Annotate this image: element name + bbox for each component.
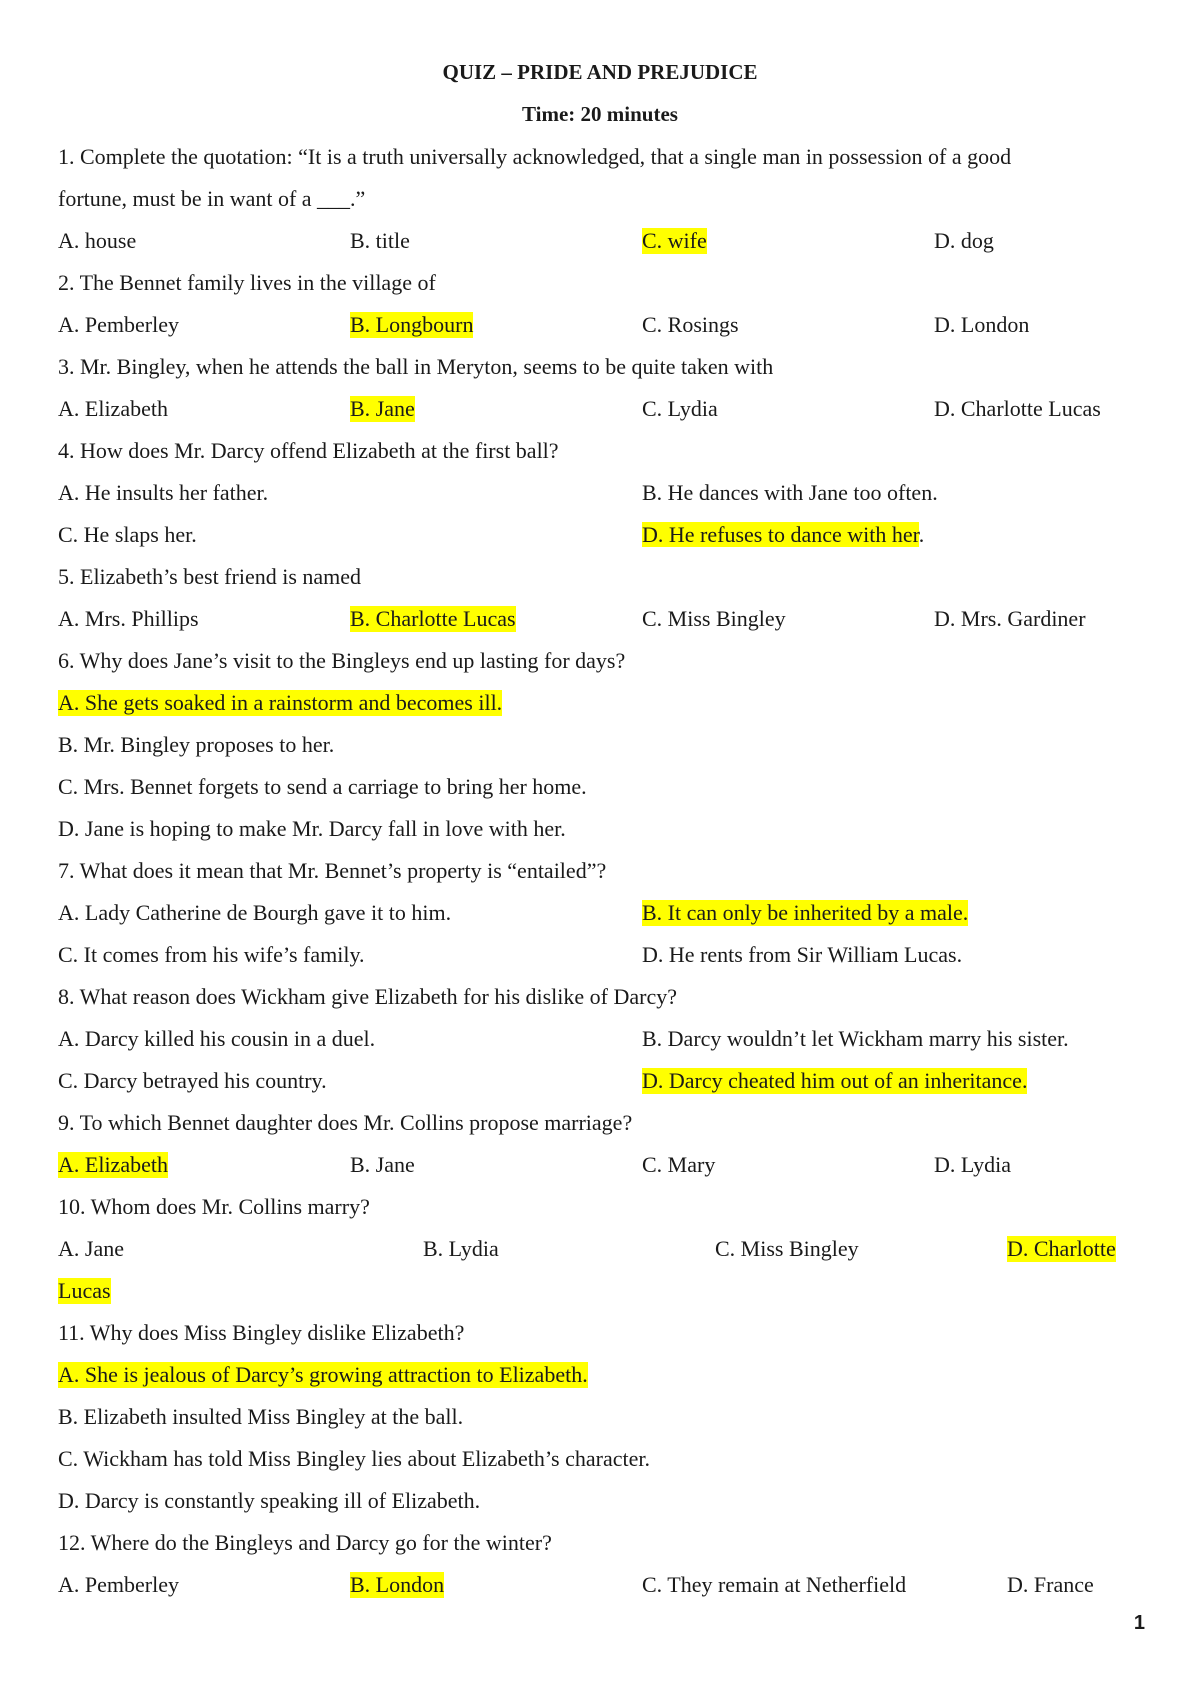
q4-option-a: A. He insults her father.: [58, 480, 269, 505]
question-8: 8. What reason does Wickham give Elizabeth for his dislike of Darcy?: [58, 984, 677, 1009]
q3-option-a: A. Elizabeth: [58, 396, 168, 421]
q1-option-d: D. dog: [934, 228, 994, 253]
q10-option-d-answer: D. Charlotte: [1007, 1236, 1116, 1261]
q9-option-a-answer: A. Elizabeth: [58, 1152, 168, 1177]
q9-option-c: C. Mary: [642, 1152, 716, 1177]
q8-option-a: A. Darcy killed his cousin in a duel.: [58, 1026, 376, 1051]
q4-option-b: B. He dances with Jane too often.: [642, 480, 938, 505]
question-2: 2. The Bennet family lives in the village of: [58, 270, 436, 295]
q11-option-c: C. Wickham has told Miss Bingley lies about Elizabeth’s character.: [58, 1446, 650, 1471]
q1-option-c-answer: C. wife: [642, 228, 707, 253]
time-limit: Time: 20 minutes: [522, 102, 678, 126]
question-7: 7. What does it mean that Mr. Bennet’s property is “entailed”?: [58, 858, 607, 883]
page-number: 1: [1133, 1612, 1145, 1634]
question-6: 6. Why does Jane’s visit to the Bingleys end up lasting for days?: [58, 648, 626, 673]
question-12: 12. Where do the Bingleys and Darcy go for the winter?: [58, 1530, 552, 1555]
question-9: 9. To which Bennet daughter does Mr. Collins propose marriage?: [58, 1110, 633, 1135]
q4-option-d-highlight: D. He refuses to dance with her: [642, 522, 919, 547]
q7-option-a: A. Lady Catherine de Bourgh gave it to him.: [58, 900, 452, 925]
q5-option-d: D. Mrs. Gardiner: [934, 606, 1086, 631]
q10-option-a: A. Jane: [58, 1236, 124, 1261]
q5-option-b-answer: B. Charlotte Lucas: [350, 606, 516, 631]
q2-option-d: D. London: [934, 312, 1030, 337]
q6-option-d: D. Jane is hoping to make Mr. Darcy fall in love with her.: [58, 816, 566, 841]
q2-option-c: C. Rosings: [642, 312, 739, 337]
q12-option-a: A. Pemberley: [58, 1572, 179, 1597]
q11-option-d: D. Darcy is constantly speaking ill of Elizabeth.: [58, 1488, 481, 1513]
q4-option-d-period: .: [918, 522, 925, 547]
q1-option-a: A. house: [58, 228, 137, 253]
q9-option-b: B. Jane: [350, 1152, 415, 1177]
q10-option-b: B. Lydia: [423, 1236, 499, 1261]
q11-option-a-answer: A. She is jealous of Darcy’s growing attraction to Elizabeth.: [58, 1362, 588, 1387]
q10-option-c: C. Miss Bingley: [715, 1236, 859, 1261]
q9-option-d: D. Lydia: [934, 1152, 1011, 1177]
question-11: 11. Why does Miss Bingley dislike Elizabeth?: [58, 1320, 465, 1345]
q2-option-a: A. Pemberley: [58, 312, 179, 337]
q8-option-c: C. Darcy betrayed his country.: [58, 1068, 327, 1093]
q5-option-a: A. Mrs. Phillips: [58, 606, 199, 631]
question-10: 10. Whom does Mr. Collins marry?: [58, 1194, 370, 1219]
q8-option-d-answer: D. Darcy cheated him out of an inheritance.: [642, 1068, 1028, 1093]
question-5: 5. Elizabeth’s best friend is named: [58, 564, 362, 589]
q11-option-b: B. Elizabeth insulted Miss Bingley at the ball.: [58, 1404, 464, 1429]
question-1-line-2: fortune, must be in want of a ___.”: [58, 186, 366, 211]
question-3: 3. Mr. Bingley, when he attends the ball in Meryton, seems to be quite taken with: [58, 354, 774, 379]
q12-option-b-answer: B. London: [350, 1572, 445, 1597]
q10-option-d-answer-cont: Lucas: [58, 1278, 111, 1303]
q7-option-c: C. It comes from his wife’s family.: [58, 942, 365, 967]
q3-option-c: C. Lydia: [642, 396, 718, 421]
q7-option-d: D. He rents from Sir William Lucas.: [642, 942, 963, 967]
q6-option-c: C. Mrs. Bennet forgets to send a carriage to bring her home.: [58, 774, 587, 799]
q2-option-b-answer: B. Longbourn: [350, 312, 474, 337]
q3-option-d: D. Charlotte Lucas: [934, 396, 1101, 421]
q6-option-b: B. Mr. Bingley proposes to her.: [58, 732, 335, 757]
q3-option-b-answer: B. Jane: [350, 396, 415, 421]
q8-option-b: B. Darcy wouldn’t let Wickham marry his sister.: [642, 1026, 1069, 1051]
q12-option-c: C. They remain at Netherfield: [642, 1572, 907, 1597]
q4-option-c: C. He slaps her.: [58, 522, 197, 547]
question-4: 4. How does Mr. Darcy offend Elizabeth at the first ball?: [58, 438, 559, 463]
q6-option-a-answer: A. She gets soaked in a rainstorm and becomes ill.: [58, 690, 503, 715]
q12-option-d: D. France: [1007, 1572, 1094, 1597]
question-1-line-1: 1. Complete the quotation: “It is a truth universally acknowledged, that a single man in possession of a good: [58, 144, 1012, 169]
quiz-title: QUIZ – PRIDE AND PREJUDICE: [442, 60, 758, 84]
q4-option-d-answer: [642, 522, 924, 548]
q7-option-b-answer: B. It can only be inherited by a male.: [642, 900, 969, 925]
q5-option-c: C. Miss Bingley: [642, 606, 786, 631]
q1-option-b: B. title: [350, 228, 410, 253]
